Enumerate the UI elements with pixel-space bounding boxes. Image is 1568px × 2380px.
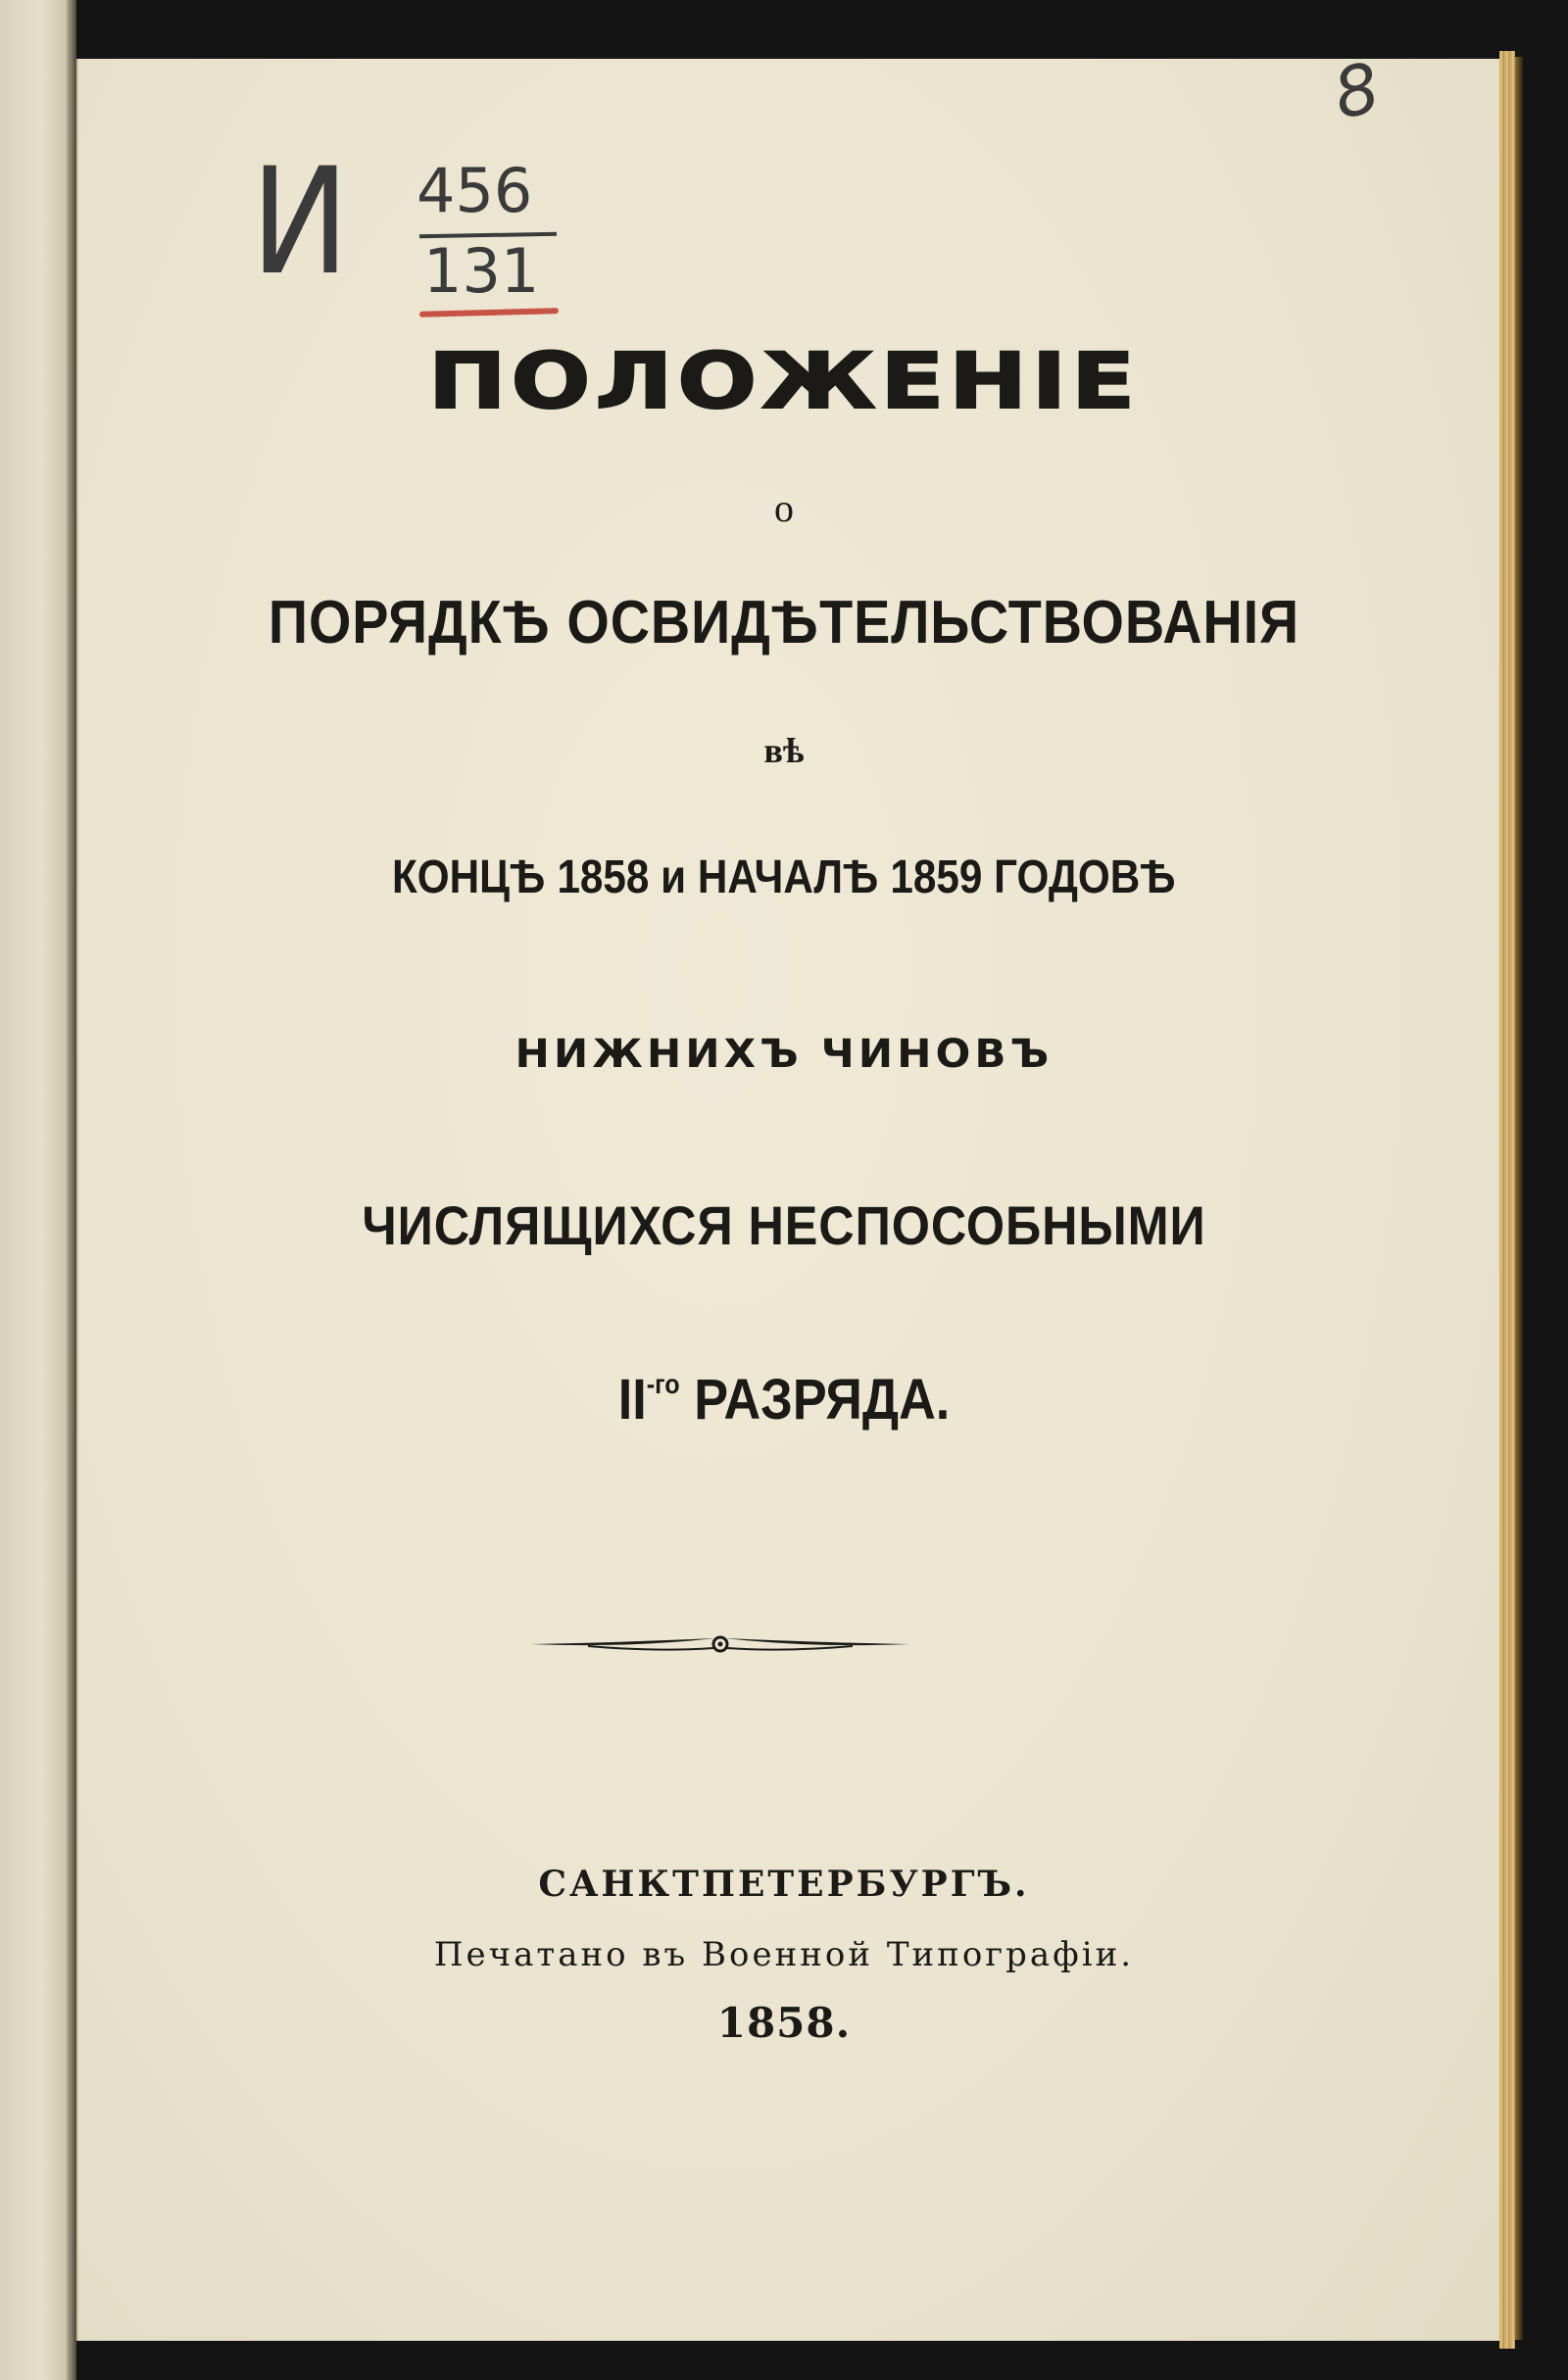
category-suffix: -го [646,1369,680,1399]
handwritten-corner-mark: 8 [1326,47,1387,135]
imprint-printer: Печатано въ Военной Типографіи. [433,1935,1135,1974]
handwritten-number-bottom: 131 [423,235,540,307]
main-title: ПОЛОЖЕНІЕ [428,338,1140,426]
handwritten-number-top: 456 [416,155,533,226]
imprint-year: 1858. [716,1999,852,2047]
line-v: вѣ [763,731,805,770]
handwritten-letter: И [250,137,350,308]
category-roman: II [617,1368,647,1432]
line-o: о [774,486,794,530]
subject-line: ПОРЯДКѢ ОСВИДѢТЕЛЬСТВОВАНІЯ [268,589,1300,656]
unfit-line: ЧИСЛЯЩИХСЯ НЕСПОСОБНЫМИ [362,1194,1206,1256]
ornamental-rule [529,1627,911,1662]
ranks-line: НИЖНИХЪ ЧИНОВЪ [514,1032,1054,1077]
category-word: РАЗРЯДА. [694,1368,951,1432]
date-line: КОНЦѢ 1858 и НАЧАЛѢ 1859 ГОДОВѢ [391,851,1176,903]
imprint-city: САНКТПЕТЕРБУРГЪ. [538,1864,1030,1905]
category-line [78,1367,1490,1433]
